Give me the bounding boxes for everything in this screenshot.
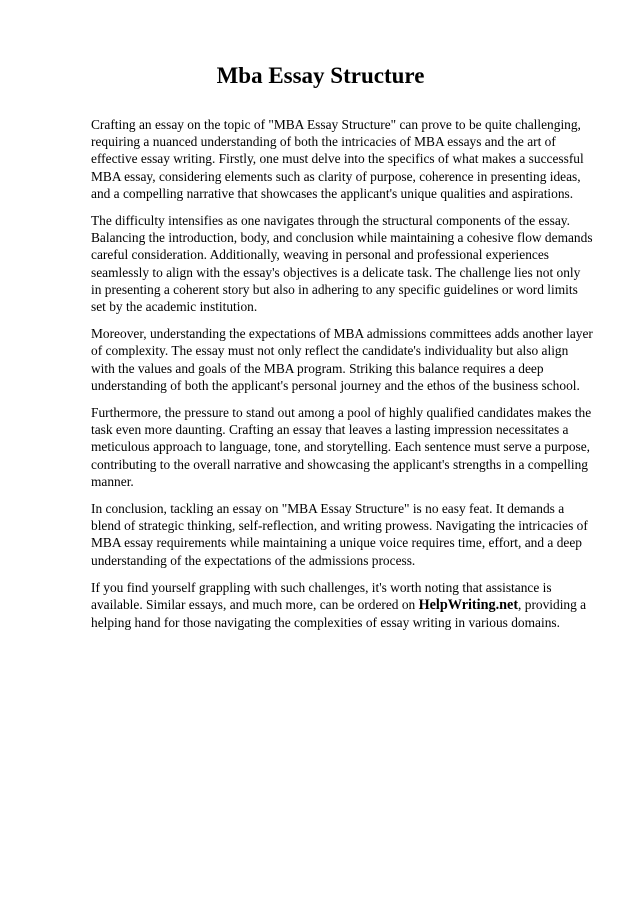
paragraph-2: The difficulty intensifies as one navigates through the structural components of the essay. Balancing the introduction, body, and conclusion while maintaining a cohesive flow demands careful consideration. Additionally, weaving in personal and professional experiences seamlessly to align with the essay's objectives is a delicate task. The challenge lies not only in presenting a coherent story but also in adhering to any specific guidelines or word limits set by the academic institution.	[91, 213, 593, 315]
paragraph-3: Moreover, understanding the expectations of MBA admissions committees adds another layer of complexity. The essay must not only reflect the candidate's individuality but also align with the values and goals of the MBA program. Striking this balance requires a deep understanding of both the applicant's personal journey and the ethos of the business school.	[91, 326, 593, 393]
closing-paragraph	[91, 579, 594, 632]
document-title: Mba Essay Structure	[216, 63, 425, 88]
paragraph-1: Crafting an essay on the topic of "MBA Essay Structure" can prove to be quite challenging, requiring a nuanced understanding of both the intricacies of MBA essays and the art of effective essay writing. Firstly, one must delve into the specifics of what makes a successful MBA essay, considering elements such as clarity of purpose, coherence in presenting ideas, and a compelling narrative that showcases the applicant's unique qualities and aspirations.	[91, 117, 584, 201]
paragraph-5: In conclusion, tackling an essay on "MBA Essay Structure" is no easy feat. It demands a blend of strategic thinking, self-reflection, and writing prowess. Navigating the intricacies of MBA essay requirements while maintaining a unique voice requires time, effort, and a deep understanding of the expectations of the admissions process.	[91, 501, 588, 568]
brand-name: HelpWriting.net	[418, 597, 519, 614]
paragraph-4: Furthermore, the pressure to stand out among a pool of highly qualified candidates makes the task even more daunting. Crafting an essay that leaves a lasting impression necessitates a meticulous approach to language, tone, and storytelling. Each sentence must serve a purpose, contributing to the overall narrative and showcasing the applicant's strengths in a compelling manner.	[91, 405, 592, 489]
closing-text-after: , providing a helping hand for those navigating the complexities of essay writing in various domains.	[91, 597, 587, 631]
closing-text-before: If you find yourself grappling with such challenges, it's worth noting that assistance is available. Similar essays, and much more, can be ordered on	[91, 579, 552, 613]
